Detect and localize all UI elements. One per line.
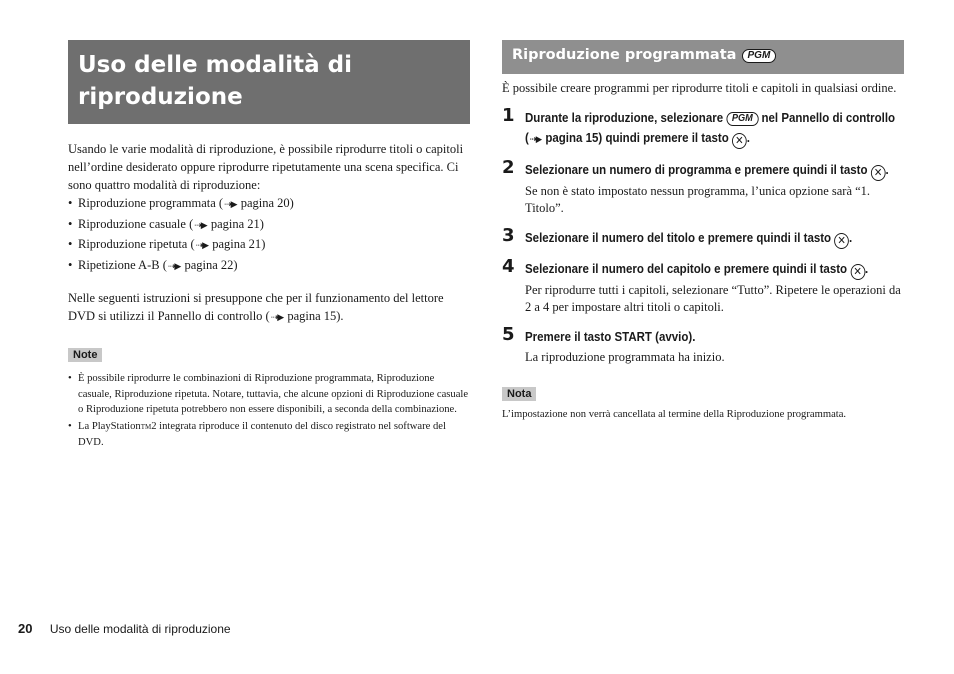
list-item: • Riproduzione ripetuta (⇢▶ pagina 21) (68, 235, 470, 256)
step-description: Se non è stato impostato nessun programma, l’unica opzione sarà “1. Titolo”. (525, 183, 871, 215)
page-title (68, 40, 470, 124)
modes-list (68, 194, 470, 276)
intro-paragraph: Usando le varie modalità di riproduzione, è possibile riprodurre titoli o capitoli nell’ordine desiderato oppure riprodurre ripetutamente una scena specifica. Ci sono quattro modalità di riproduzione: (68, 142, 464, 192)
page-ref-arrow-icon: ⇢▶ (167, 261, 181, 272)
step-5 (502, 323, 904, 367)
step-number: 2 (502, 156, 515, 178)
cross-button-icon: ✕ (871, 165, 886, 181)
pgm-icon: PGM (726, 112, 758, 126)
notes-block (68, 345, 470, 451)
notes-label: Note (68, 348, 102, 362)
step-number: 4 (502, 255, 515, 277)
nota-text: L’impostazione non verrà cancellata al termine della Riproduzione programmata. (502, 409, 847, 420)
step-4 (502, 255, 904, 317)
page-ref-arrow-icon: ⇢▶ (195, 241, 209, 251)
cross-button-icon: ✕ (850, 264, 865, 280)
left-column (68, 40, 470, 452)
trademark-mark: TM (140, 422, 152, 431)
step-2 (502, 156, 904, 218)
page-ref-arrow-icon: ⇢▶ (529, 134, 542, 145)
cross-button-icon: ✕ (834, 233, 849, 249)
page-title-line1: Uso delle modalità di (78, 52, 353, 78)
page-title-line2: riproduzione (78, 84, 243, 110)
cross-button-icon: ✕ (732, 133, 747, 149)
notes-list (68, 371, 470, 451)
list-item: • Ripetizione A-B (⇢▶ pagina 22) (68, 256, 470, 277)
page-number: 20 (18, 621, 33, 636)
step-number: 5 (502, 323, 515, 345)
step-instruction: Premere il tasto START (avvio). (525, 329, 696, 344)
step-description: La riproduzione programmata ha inizio. (525, 349, 725, 364)
pgm-icon: PGM (742, 49, 777, 63)
list-item: • È possibile riprodurre le combinazioni di Riproduzione programmata, Riproduzione casuale, Riproduzione ripetuta. Notare, tuttavia, che alcune opzioni di Riproduzione casuale o Riproduzione ripetuta potrebbero non essere disponibili, a seconda della combinazione. (68, 371, 470, 418)
step-1 (502, 104, 904, 150)
footer-section-name: Uso delle modalità di riproduzione (49, 622, 231, 636)
page-ref-arrow-icon: ⇢▶ (270, 312, 284, 323)
step-description: Per riprodurre tutti i capitoli, selezionare “Tutto”. Ripetere le operazioni da 2 a 4 per impostare altri titoli o capitoli. (525, 282, 901, 314)
list-item: • Riproduzione casuale (⇢▶ pagina 21) (68, 215, 470, 236)
section-title: Riproduzione programmata PGM (502, 40, 904, 74)
page-ref-arrow-icon: ⇢▶ (194, 220, 207, 231)
page-footer (18, 621, 231, 636)
step-instruction: Durante la riproduzione, selezionare PGM nel Pannello di controllo (⇢▶ pagina 15) quindi premere il tasto ✕ . (525, 108, 897, 150)
control-panel-paragraph: Nelle seguenti istruzioni si presuppone che per il funzionamento del lettore DVD si utilizzi il Pannello di controllo (⇢▶ pagina 15). (68, 290, 470, 327)
list-item: • Riproduzione programmata (⇢▶ pagina 20) (68, 194, 470, 215)
step-number: 1 (502, 104, 515, 126)
section-intro: È possibile creare programmi per riprodurre titoli e capitoli in qualsiasi ordine. (502, 81, 897, 95)
nota-block (502, 384, 904, 422)
step-instruction: Selezionare il numero del titolo e premere quindi il tasto ✕ . (525, 230, 853, 247)
list-item: • La PlayStationTM2 integrata riproduce il contenuto del disco registrato nel software del DVD. (68, 419, 470, 451)
step-number: 3 (502, 224, 515, 246)
step-instruction: Selezionare il numero del capitolo e premere quindi il tasto ✕ . (525, 261, 869, 278)
right-column (502, 40, 904, 422)
step-instruction: Selezionare un numero di programma e premere quindi il tasto ✕ . (525, 162, 889, 179)
page-ref-arrow-icon: ⇢▶ (224, 200, 237, 210)
nota-label: Nota (502, 387, 536, 401)
step-3 (502, 224, 904, 249)
